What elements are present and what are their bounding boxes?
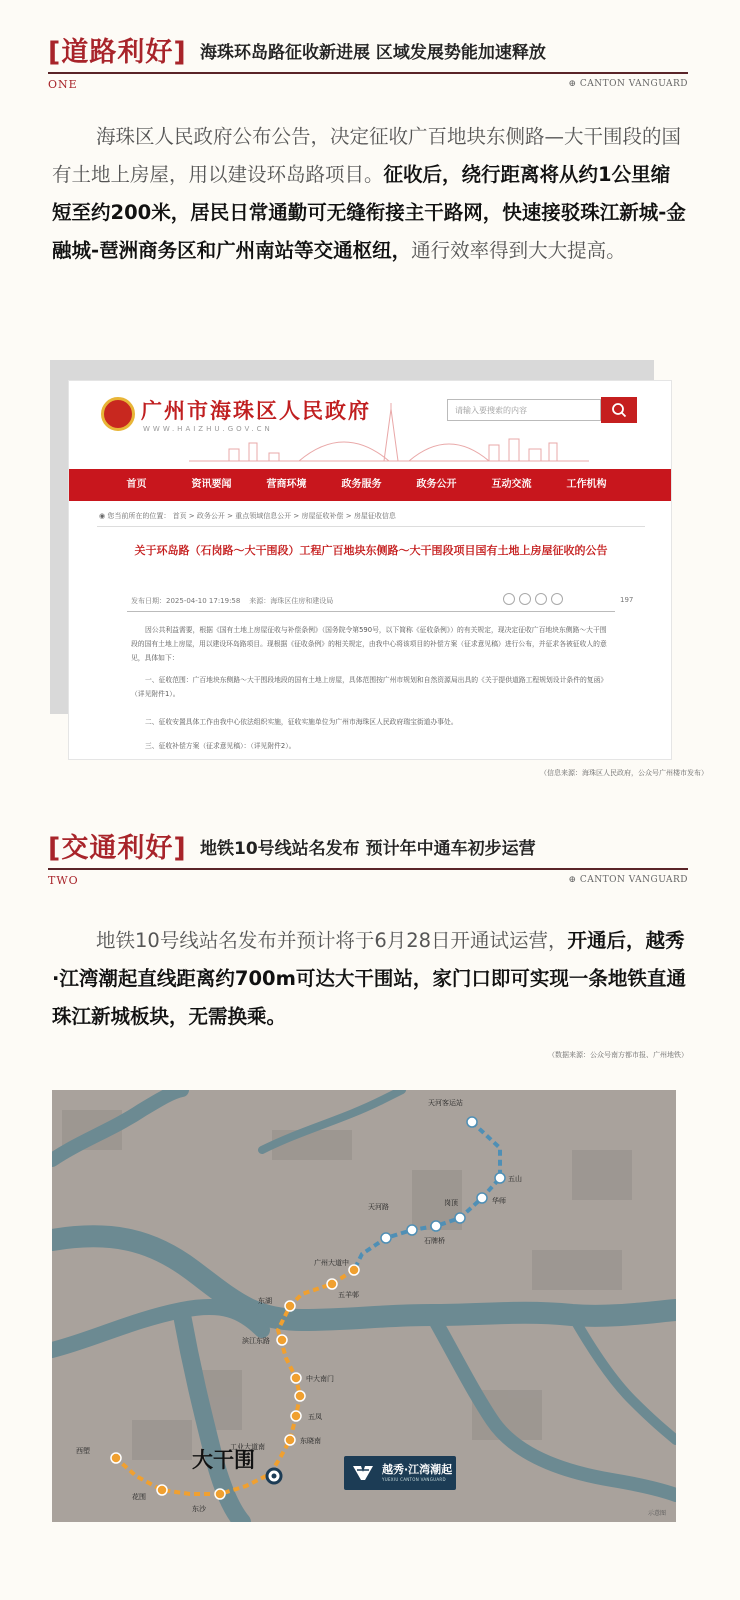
- paragraph-bold: 开通后，越秀·江湾潮起直线距离约700m可达大干围站，家门口即可实现一条地铁直通珠江新城板块，无需换乘。: [52, 929, 686, 1028]
- paragraph-tail: 通行效率得到大大提高。: [411, 239, 626, 262]
- brand-mark-icon: ⊕: [568, 79, 580, 89]
- section-one-header: [48, 30, 688, 100]
- search-button[interactable]: [601, 397, 637, 423]
- section-tag: [交通利好]: [48, 833, 187, 864]
- gov-website-screenshot: [68, 380, 672, 760]
- section-tag: [道路利好]: [48, 37, 187, 68]
- location-pin-icon: ◉: [99, 512, 108, 520]
- brand-mark-icon: ⊕: [568, 875, 580, 885]
- wechat-share-icon[interactable]: [503, 593, 515, 605]
- station-label: 广州大道中: [314, 1259, 349, 1267]
- project-name: 越秀·江湾潮起: [382, 1463, 453, 1476]
- station-label: 东沙: [192, 1505, 206, 1513]
- gov-nav-bar: [69, 469, 672, 501]
- station-label: 西塱: [76, 1447, 90, 1455]
- qzone-share-icon[interactable]: [535, 593, 547, 605]
- section-title: 海珠环岛路征收新进展 区域发展势能加速释放: [200, 43, 546, 63]
- notice-body-item-1: 一、征收范围：广百地块东侧路～大干围段地段的国有土地上房屋，具体范围按广州市规划和自然资源局出具的《关于提供道路工程规划设计条件的复函》（详见附件1）。: [131, 676, 604, 698]
- station-label-highlight: 大干围: [192, 1448, 255, 1472]
- nav-item-news[interactable]: 资讯要闻: [191, 479, 232, 490]
- divider: [97, 526, 645, 527]
- station-label: 五山: [508, 1175, 522, 1183]
- station-label: 天河客运站: [428, 1099, 463, 1107]
- station-label: 华师: [492, 1197, 506, 1205]
- notice-body-item-3: 三、征收补偿方案（征求意见稿）：（详见附件2）。: [145, 742, 296, 750]
- section-title: 地铁10号线站名发布 预计年中通车初步运营: [200, 839, 536, 859]
- breadcrumb: ◉ 您当前所在的位置： 首页 > 政务公开 > 重点领域信息公开 > 房屋征收补偿 > 房屋征收信息: [99, 512, 396, 520]
- project-logo-icon: [352, 1464, 374, 1482]
- station-label: 滨江东路: [242, 1337, 270, 1345]
- station-label: 石牌桥: [424, 1237, 445, 1245]
- nav-item-interaction[interactable]: 互动交流: [491, 479, 532, 490]
- paragraph-plain: 地铁10号线站名发布并预计将于6月28日开通试运营，: [96, 929, 568, 952]
- section-one-paragraph: [52, 118, 688, 270]
- divider: [48, 72, 688, 74]
- station-label: 工业大道南: [230, 1443, 265, 1451]
- section-two-header: [48, 826, 688, 896]
- search-icon: [611, 402, 627, 418]
- notice-source: 来源：海珠区住房和建设局: [249, 597, 334, 605]
- brand-label: ⊕ CANTON VANGUARD: [568, 79, 688, 89]
- weibo-share-icon[interactable]: [519, 593, 531, 605]
- source-note: （信息来源：海珠区人民政府，公众号广州楼市发布）: [540, 769, 708, 777]
- map-note: 示意图: [648, 1510, 667, 1517]
- brand-label: ⊕ CANTON VANGUARD: [568, 875, 688, 885]
- section-number: ONE: [48, 78, 78, 91]
- nav-item-home[interactable]: 首页: [126, 479, 147, 490]
- station-label: 中大南门: [306, 1375, 334, 1383]
- section-number: TWO: [48, 874, 79, 887]
- publish-date: 发布日期：2025-04-10 17:19:58: [131, 597, 241, 605]
- paragraph-bold: 征收后，绕行距离将从约1公里缩短至约200米，居民日常通勤可无缝衔接主干路网，快速接驳珠江新城-金融城-琶洲商务区和广州南站等交通枢纽，: [52, 163, 686, 262]
- project-subtitle: YUEXIU CANTON VANGUARD: [382, 1477, 446, 1482]
- divider: [127, 611, 615, 612]
- station-label: 东湖: [258, 1297, 272, 1305]
- print-icon[interactable]: [551, 593, 563, 605]
- station-label: 花围: [132, 1493, 146, 1501]
- nav-item-disclosure[interactable]: 政务公开: [416, 479, 457, 490]
- divider: [48, 868, 688, 870]
- nav-item-services[interactable]: 政务服务: [341, 479, 382, 490]
- paragraph-plain: 海珠区人民政府公布公告，决定征收广百地块东侧路—大干围段的国有土地上房屋，用以建设环岛路项目。: [52, 125, 682, 186]
- gov-site-url: WWW.HAIZHU.GOV.CN: [143, 425, 273, 433]
- notice-body-item-2: 二、征收安置具体工作由我中心依法组织实施，征收实施单位为广州市海珠区人民政府瑞宝街道办事处。: [145, 718, 458, 726]
- station-label: 岗顶: [444, 1199, 458, 1207]
- station-label: 东晓南: [300, 1437, 321, 1445]
- nav-item-agencies[interactable]: 工作机构: [566, 479, 607, 490]
- share-buttons: [503, 593, 563, 605]
- metro-line-map: [52, 1090, 676, 1522]
- nav-item-business[interactable]: 营商环境: [266, 479, 307, 490]
- station-label: 天河路: [368, 1203, 389, 1211]
- station-label: 五凤: [308, 1413, 322, 1421]
- notice-body-intro: 因公共利益需要，根据《国有土地上房屋征收与补偿条例》（国务院令第590号，以下简称《征收条例》）的有关规定，现决定征收广百地块东侧路～大干围段的国有土地上房屋，用以建设环岛路项目。现根据《征收条例》的相关规定，由我中心将该项目的补偿方案（征求意见稿）进行公布，并征求各被征收人的意见，具体如下：: [131, 626, 607, 662]
- notice-title: 关于环岛路（石岗路～大干围段）工程广百地块东侧路～大干围段项目国有土地上房屋征收的公告: [134, 544, 608, 557]
- source-note: （数据来源：公众号南方都市报、广州地铁）: [548, 1051, 688, 1059]
- section-two-paragraph: [52, 922, 688, 1036]
- notice-meta: [131, 596, 333, 606]
- project-badge: [344, 1456, 456, 1490]
- station-label: 五羊邨: [338, 1291, 359, 1299]
- gov-site-name: 广州市海珠区人民政府: [141, 398, 371, 423]
- view-count: 197: [620, 596, 634, 604]
- search-input[interactable]: 请输入要搜索的内容: [447, 399, 601, 421]
